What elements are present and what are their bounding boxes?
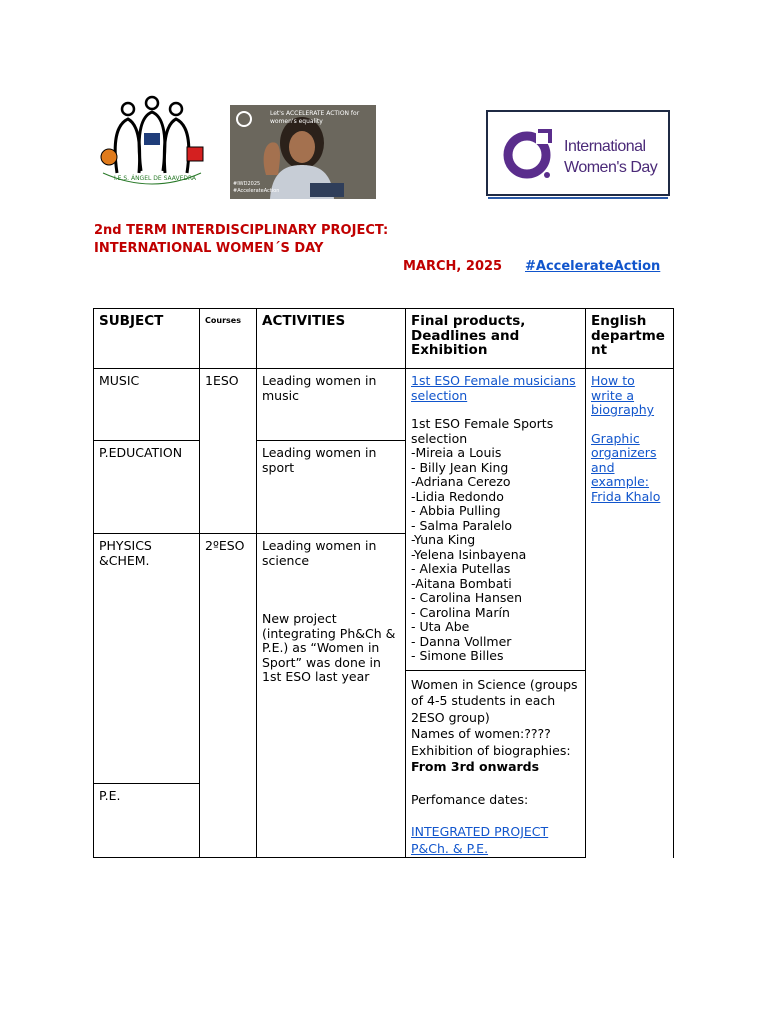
header-courses: Courses: [200, 309, 257, 369]
list-item: - Simone Billes: [411, 648, 504, 663]
list-item: -Aitana Bombati: [411, 575, 512, 591]
list-item: -Mireia a Louis: [411, 445, 502, 460]
sports-heading: 1st ESO Female Sports selection: [411, 416, 554, 446]
subject-pe: P.EDUCATION: [94, 441, 200, 534]
activity-sport: Leading women in sport: [257, 441, 406, 534]
course-1eso: 1ESO: [200, 369, 257, 534]
iwd-logo: [486, 110, 670, 196]
activity-music: Leading women in music: [257, 369, 406, 441]
list-item: - Uta Abe: [411, 619, 470, 634]
list-item: - Danna Vollmer: [411, 633, 512, 649]
list-item: - Alexia Putellas: [411, 561, 511, 576]
list-item: - Carolina Hansen: [411, 590, 522, 605]
photo-caption: Let's ACCELERATE ACTION for women's equality: [270, 110, 360, 125]
list-item: -Yuna King: [411, 532, 476, 547]
date: MARCH, 2025: [403, 259, 503, 274]
names-text: Names of women:????: [411, 726, 551, 741]
iwd-symbol-icon: [500, 123, 560, 183]
new-project-text: New project (integrating Ph&Ch & P.E.) as “Women in Sport” was done in 1st ESO last year: [262, 611, 396, 684]
subject-physics: PHYSICS &CHEM.: [94, 534, 200, 784]
list-item: - Salma Paralelo: [411, 517, 513, 533]
list-item: - Abbia Pulling: [411, 503, 501, 518]
list-item: -Lidia Redondo: [411, 488, 504, 504]
female-musicians-link[interactable]: 1st ESO Female musicians selection: [411, 373, 576, 403]
biography-link[interactable]: How to write a biography: [591, 373, 655, 417]
list-item: - Carolina Marín: [411, 604, 510, 620]
science-text: Women in Science (groups of 4-5 students in each 2ESO group): [411, 676, 578, 725]
school-logo-text: I.E.S. ÁNGEL DE SAAVEDRA: [113, 175, 197, 182]
activity-science: Leading women in science New project (integrating Ph&Ch & P.E.) as “Women in Sport” was done in 1st ESO last year: [257, 534, 406, 858]
page-title: 2nd TERM INTERDISCIPLINARY PROJECT: INTERNATIONAL WOMEN´S DAY: [94, 223, 389, 256]
performance-dates: Perfomance dates:: [411, 791, 529, 807]
final-products-cell: [406, 369, 586, 858]
integrated-project-link[interactable]: INTEGRATED PROJECT P&Ch. & P.E.: [411, 824, 549, 856]
sports-list: [411, 446, 580, 664]
list-item: -Yelena Isinbayena: [411, 546, 527, 562]
photo-tags: #IWD2025 #AccelerateAction: [233, 181, 280, 194]
subject-pe-2: P.E.: [94, 784, 200, 858]
header-activities: ACTIVITIES: [257, 309, 406, 369]
campaign-photo: [230, 105, 376, 199]
header-subject: SUBJECT: [94, 309, 200, 369]
graphic-organizers-link[interactable]: Graphic organizers and example: Frida Khalo: [591, 430, 661, 504]
header-final-products: Final products, Deadlines and Exhibition: [406, 309, 586, 369]
iwd-logo-text: International Women's Day: [564, 138, 658, 176]
project-table: [93, 308, 674, 858]
exhibition-text: Exhibition of biographies:: [411, 742, 571, 758]
header-english: English departme nt: [586, 309, 674, 369]
list-item: - Billy Jean King: [411, 459, 509, 475]
school-logo: [95, 95, 210, 190]
course-2eso: 2ºESO: [200, 534, 257, 858]
subject-music: MUSIC: [94, 369, 200, 441]
english-cell: [586, 369, 674, 858]
hashtag-link[interactable]: #AccelerateAction: [525, 259, 661, 274]
exhibition-date: From 3rd onwards: [411, 759, 540, 774]
list-item: -Adriana Cerezo: [411, 474, 511, 489]
